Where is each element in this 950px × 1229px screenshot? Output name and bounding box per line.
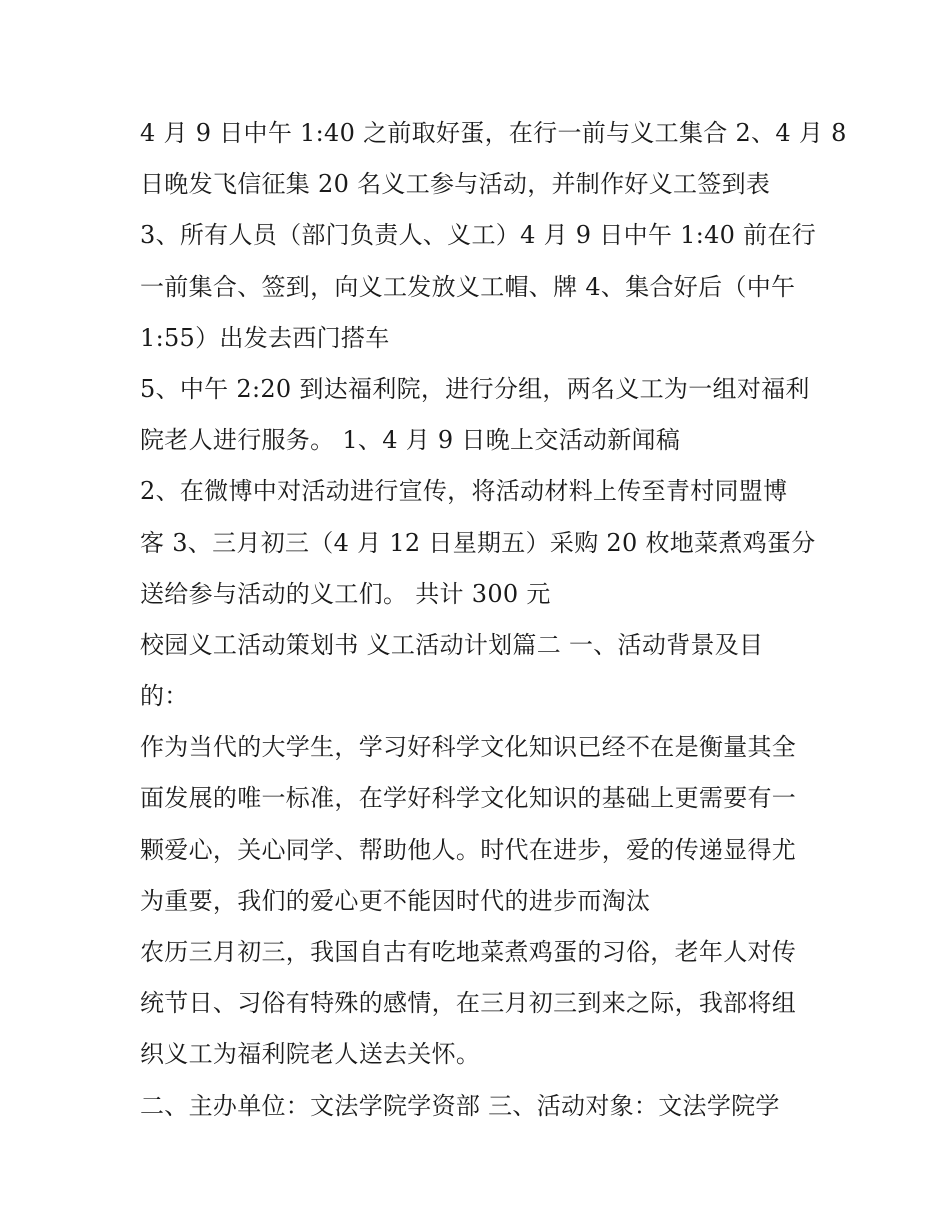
text-line: 送给参与活动的义工们。 共计 300 元	[140, 579, 551, 608]
text-line: 院老人进行服务。 1、4 月 9 日晚上交活动新闻稿	[140, 426, 681, 455]
text-line: 2、在微博中对活动进行宣传，将活动材料上传至青村同盟博	[140, 477, 788, 506]
text-line: 校园义工活动策划书 义工活动计划篇二 一、活动背景及目	[140, 630, 764, 659]
text-line: 面发展的唯一标准，在学好科学文化知识的基础上更需要有一	[140, 784, 797, 813]
text-line: 织义工为福利院老人送去关怀。	[140, 1040, 481, 1069]
text-line: 作为当代的大学生，学习好科学文化知识已经不在是衡量其全	[140, 733, 797, 762]
text-line: 客 3、三月初三（4 月 12 日星期五）采购 20 枚地菜煮鸡蛋分	[140, 528, 816, 557]
text-line: 4 月 9 日中午 1:40 之前取好蛋，在行一前与义工集合 2、4 月 8	[140, 119, 847, 147]
text-line: 一前集合、签到，向义工发放义工帽、牌 4、集合好后（中午	[140, 272, 796, 301]
text-line: 3、所有人员（部门负责人、义工）4 月 9 日中午 1:40 前在行	[140, 221, 817, 250]
document-body	[140, 108, 847, 1132]
text-line: 二、主办单位：文法学院学资部 三、活动对象：文法学院学	[140, 1091, 780, 1120]
text-line: 1:55）出发去西门搭车	[140, 323, 390, 352]
text-line: 日晚发飞信征集 20 名义工参与活动，并制作好义工签到表	[140, 170, 771, 199]
text-line: 统节日、习俗有特殊的感情，在三月初三到来之际，我部将组	[140, 989, 797, 1018]
text-line: 的：	[140, 682, 189, 711]
text-line: 农历三月初三，我国自古有吃地菜煮鸡蛋的习俗，老年人对传	[140, 938, 797, 966]
text-line: 5、中午 2:20 到达福利院，进行分组，两名义工为一组对福利	[140, 374, 810, 403]
text-line: 颗爱心，关心同学、帮助他人。时代在进步，爱的传递显得尤	[140, 835, 797, 864]
text-line: 为重要，我们的爱心更不能因时代的进步而淘汰	[140, 886, 651, 915]
